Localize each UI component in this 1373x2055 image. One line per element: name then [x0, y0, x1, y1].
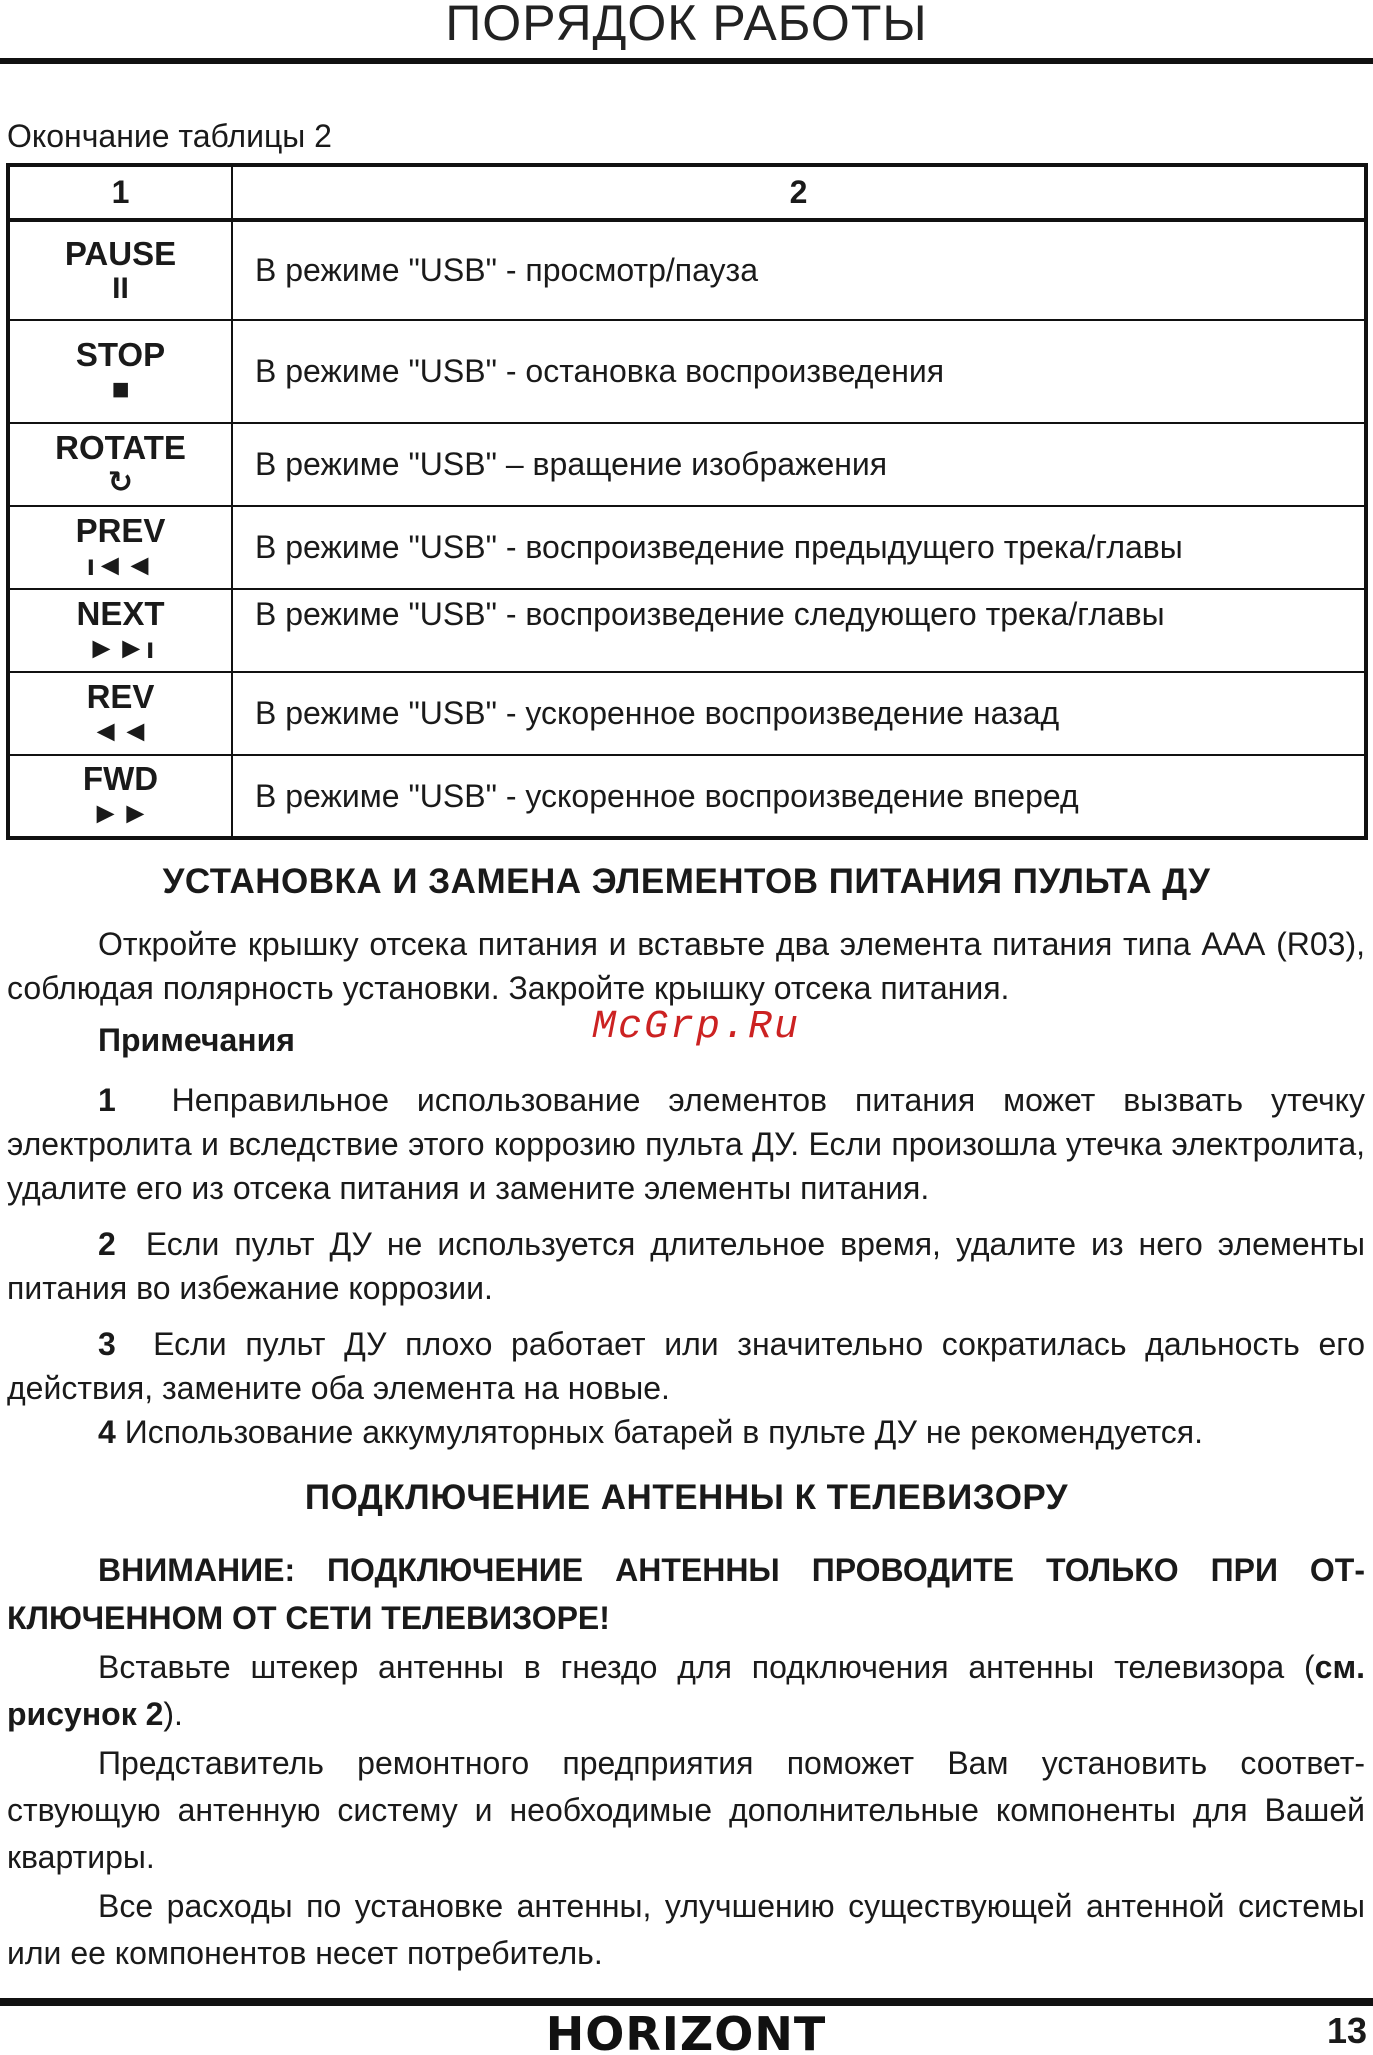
next-icon: ►►ı	[86, 631, 155, 665]
brand-text: HORIZONT	[545, 2010, 827, 2055]
key-name: PAUSE	[64, 234, 177, 272]
table-header-row	[8, 165, 1366, 220]
column-header-1: 1	[8, 165, 232, 220]
key-cell	[8, 589, 232, 672]
note-number: 3	[98, 1326, 116, 1362]
table-row	[8, 506, 1366, 589]
page-number: 13	[1326, 2010, 1367, 2051]
fast-forward-icon: ►►	[90, 797, 151, 830]
note-2	[7, 1222, 1365, 1310]
key-cell	[8, 423, 232, 506]
antenna-paragraph-2: Представитель ремонтного предприятия поможет Вам установить соответ-ствующую антенную систему и необходимые дополнительные компоненты для Вашей квартиры.	[7, 1745, 1365, 1875]
key-name: STOP	[75, 335, 166, 373]
desc-cell: В режиме "USB" - воспроизведение предыдущего трека/главы	[232, 506, 1366, 589]
stop-icon: ■	[111, 372, 130, 406]
note-text: Если пульт ДУ плохо работает или значительно сократилась дальность его действия, замените оба элемента на новые.	[7, 1326, 1366, 1406]
key-name: FWD	[82, 760, 159, 797]
functions-table	[6, 163, 1368, 840]
table-row	[8, 755, 1366, 838]
horizont-logo	[514, 2010, 859, 2055]
note-3	[7, 1322, 1365, 1410]
antenna-p1-text: Вставьте штекер антенны в гнездо для подключения антенны телевизора (	[98, 1649, 1315, 1685]
rotate-icon: ↻	[107, 465, 134, 499]
table-row	[8, 423, 1366, 506]
note-4	[7, 1410, 1365, 1454]
key-name: NEXT	[76, 594, 165, 632]
antenna-p1-end: ).	[163, 1696, 183, 1732]
note-text: Использование аккумуляторных батарей в пульте ДУ не рекомендуется.	[124, 1414, 1204, 1450]
table-row	[8, 672, 1366, 755]
table-row	[8, 320, 1366, 423]
column-header-2: 2	[232, 165, 1366, 220]
key-cell	[8, 755, 232, 838]
note-number: 2	[98, 1226, 116, 1262]
key-name: PREV	[75, 511, 166, 549]
key-name: REV	[86, 677, 155, 715]
notes-label: Примечания	[98, 1022, 295, 1058]
antenna-heading: ПОДКЛЮЧЕНИЕ АНТЕННЫ К ТЕЛЕВИЗОРУ	[304, 1478, 1069, 1517]
battery-heading: УСТАНОВКА И ЗАМЕНА ЭЛЕМЕНТОВ ПИТАНИЯ ПУЛЬТА ДУ	[162, 862, 1211, 901]
note-text: Если пульт ДУ не используется длительное время, удалите из него элементы питания во избежание коррозии.	[7, 1226, 1366, 1306]
top-rule	[0, 58, 1373, 64]
note-number: 1	[98, 1082, 116, 1118]
key-cell	[8, 672, 232, 755]
bottom-rule	[0, 1998, 1373, 2006]
note-number: 4	[98, 1414, 116, 1450]
desc-cell: В режиме "USB" - просмотр/пауза	[232, 220, 1366, 320]
note-1	[7, 1078, 1365, 1210]
table-row	[8, 589, 1366, 672]
table-caption: Окончание таблицы 2	[7, 118, 332, 154]
rewind-icon: ◄◄	[90, 714, 151, 748]
antenna-paragraph-1	[7, 1644, 1365, 1738]
key-cell	[8, 220, 232, 320]
key-cell	[8, 320, 232, 423]
desc-cell: В режиме "USB" - воспроизведение следующего трека/главы	[232, 589, 1366, 672]
antenna-warning: ВНИМАНИЕ: ПОДКЛЮЧЕНИЕ АНТЕННЫ ПРОВОДИТЕ ТОЛЬКО ПРИ ОТ-КЛЮЧЕННОМ ОТ СЕТИ ТЕЛЕВИЗОРЕ!	[7, 1552, 1365, 1636]
table-row	[8, 220, 1366, 320]
desc-cell: В режиме "USB" - ускоренное воспроизведение вперед	[232, 755, 1366, 838]
key-name: ROTATE	[55, 428, 186, 466]
desc-cell: В режиме "USB" – вращение изображения	[232, 423, 1366, 506]
pause-icon: II	[112, 271, 129, 305]
key-cell	[8, 506, 232, 589]
page-title: ПОРЯДОК РАБОТЫ	[445, 0, 928, 51]
prev-icon: ı◄◄	[86, 548, 155, 582]
antenna-paragraph-3: Все расходы по установке антенны, улучшению существующей антенной системы или ее компонентов несет потребитель.	[7, 1888, 1365, 1971]
figure-reference: см. рисунок 2	[7, 1649, 1365, 1732]
battery-intro: Откройте крышку отсека питания и вставьте два элемента питания типа ААА (R03), соблюдая полярность установки. Закройте крышку отсека питания.	[7, 926, 1365, 1006]
desc-cell: В режиме "USB" - остановка воспроизведения	[232, 320, 1366, 423]
watermark: McGrp.Ru	[592, 1005, 801, 1050]
desc-cell: В режиме "USB" - ускоренное воспроизведение назад	[232, 672, 1366, 755]
note-text: Неправильное использование элементов питания может вызвать утечку электролита и вследствие этого коррозию пульта ДУ. Если произошла утечка электролита, удалите его из отсека питания и замените элементы питания.	[7, 1082, 1365, 1206]
